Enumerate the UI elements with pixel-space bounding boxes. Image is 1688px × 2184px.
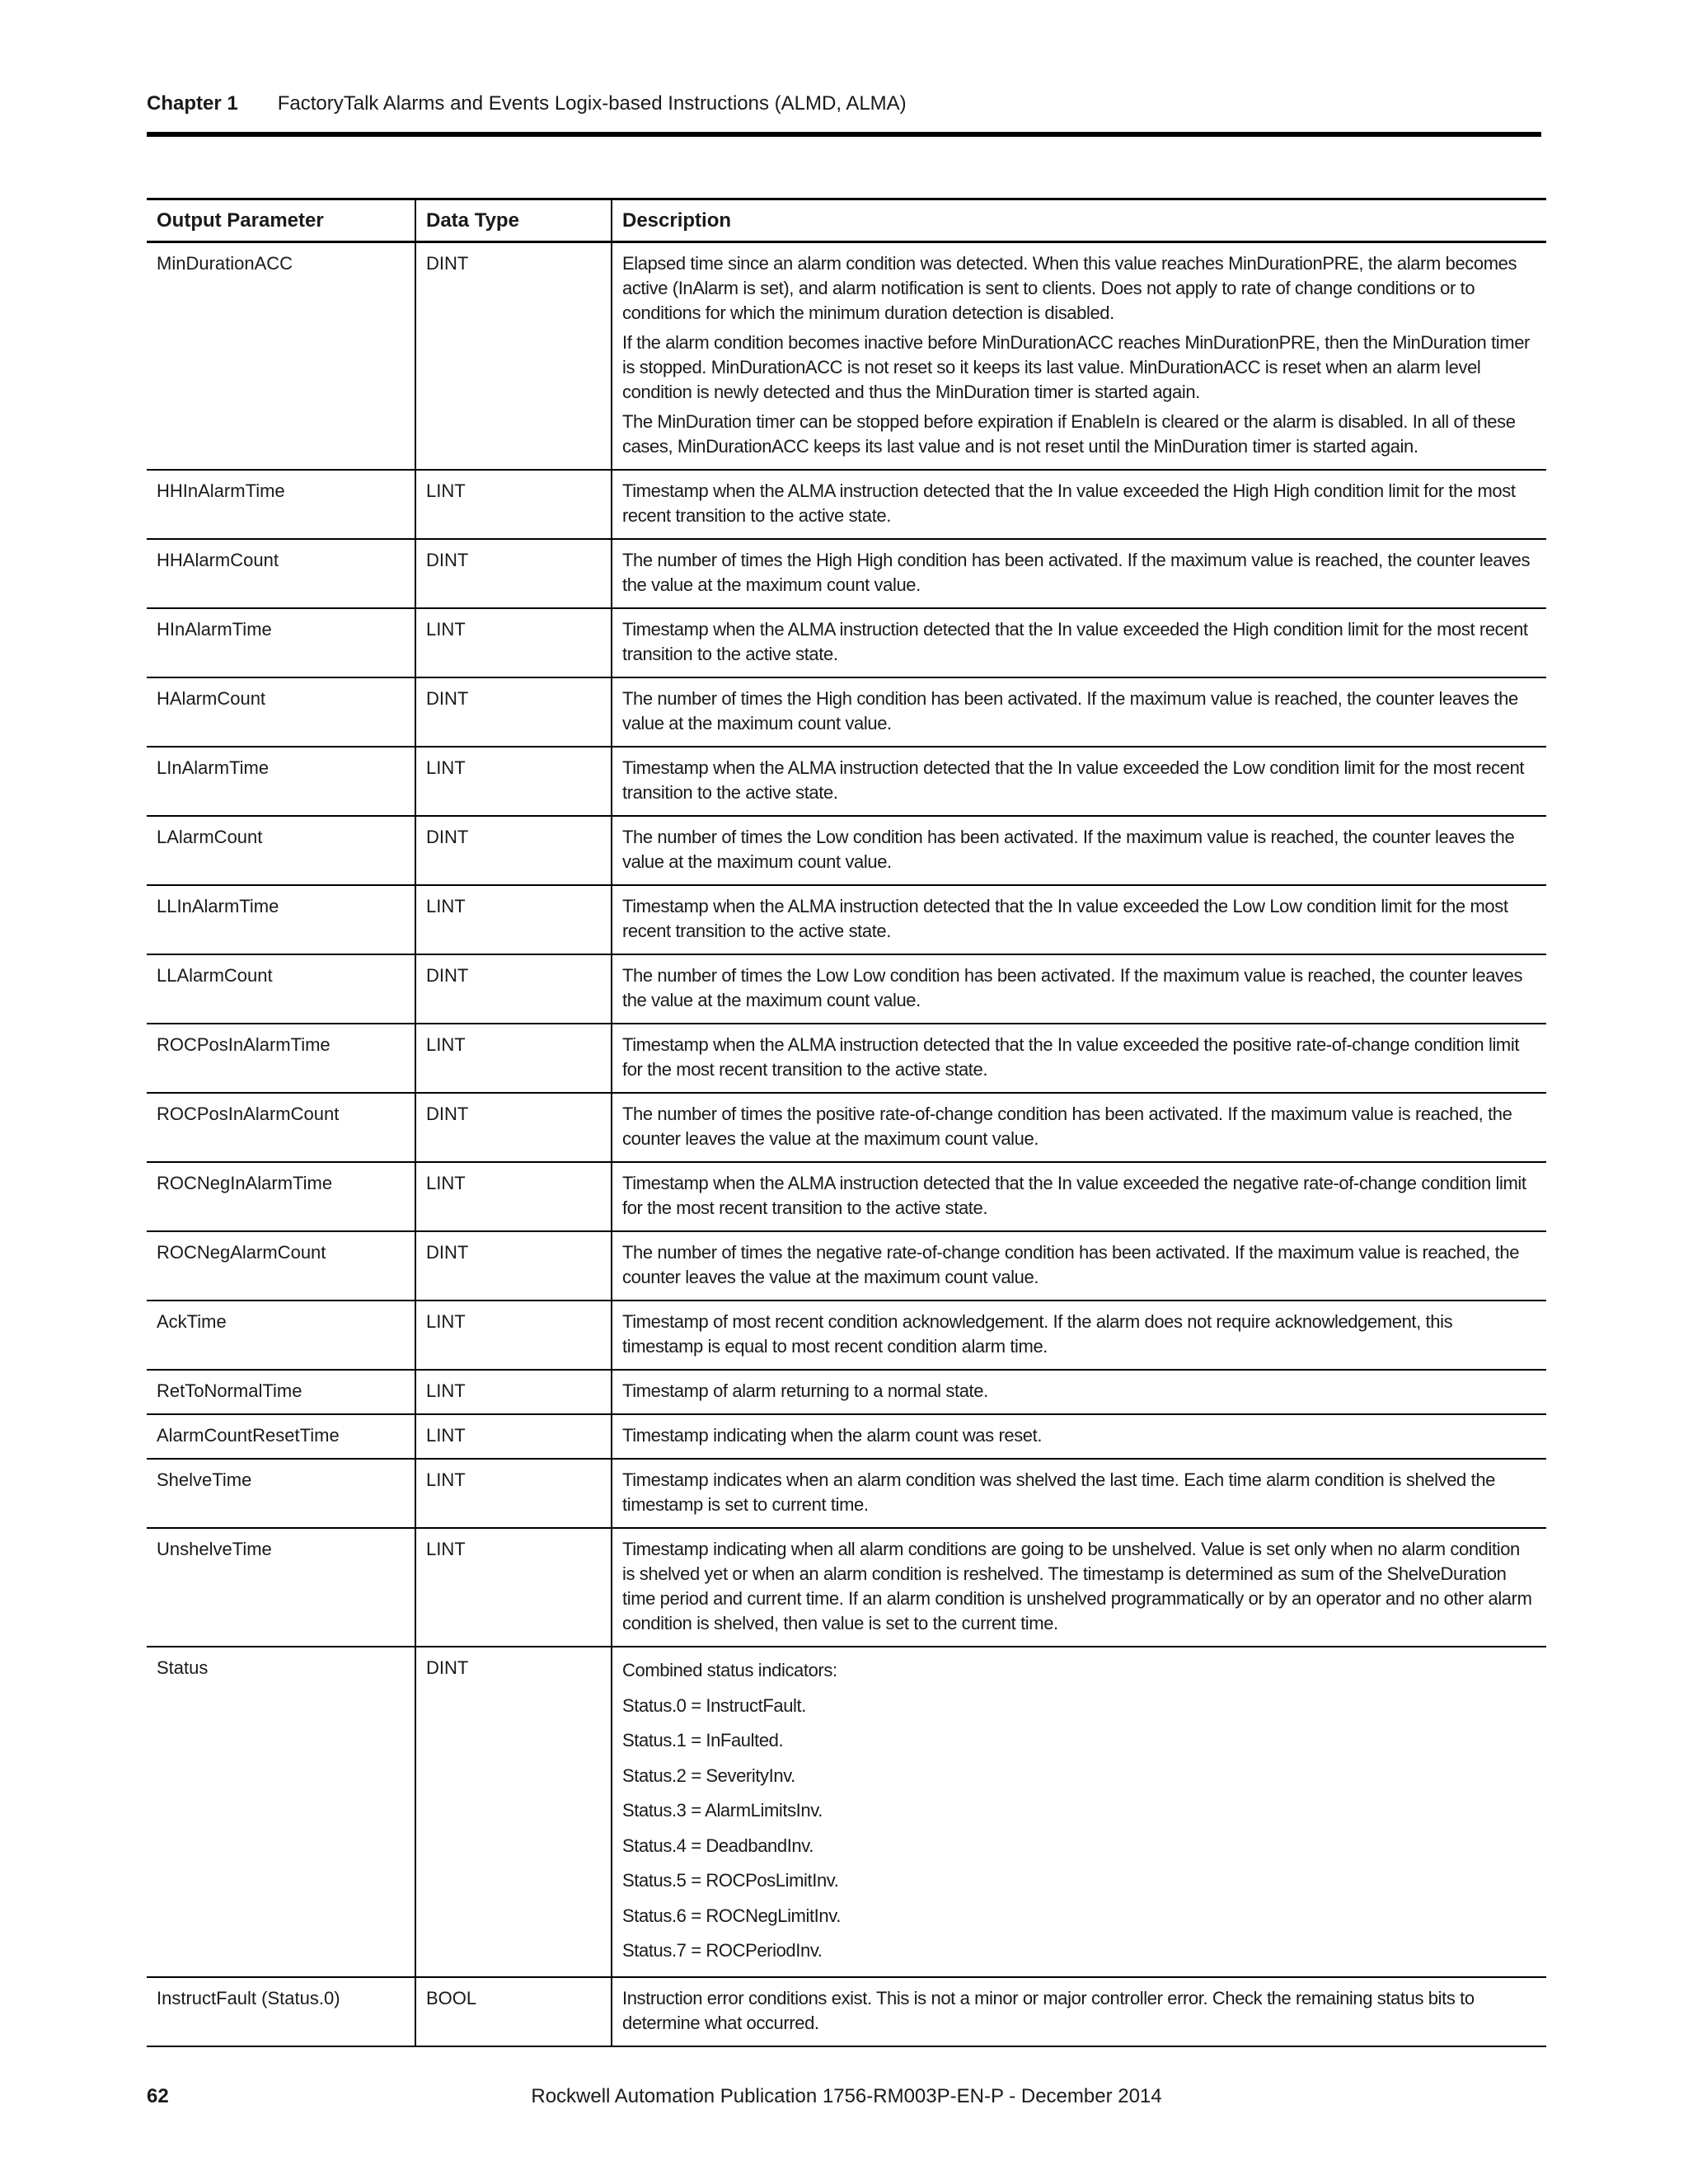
description [612, 1162, 1546, 1231]
data-type: LINT [415, 608, 612, 677]
header-rule [147, 132, 1541, 137]
description-paragraph: Timestamp indicates when an alarm condition was shelved the last time. Each time alarm condition is shelved the timestamp is set to current time. [622, 1469, 1495, 1515]
data-type: LINT [415, 470, 612, 539]
data-type: DINT [415, 816, 612, 885]
data-type: DINT [415, 539, 612, 608]
status-line: Status.1 = InFaulted. [622, 1730, 784, 1750]
column-header-data-type: Data Type [415, 199, 612, 242]
parameter-name: ROCNegInAlarmTime [157, 1173, 333, 1193]
description-paragraph: Instruction error conditions exist. This is not a minor or major controller error. Check the remaining status bits to determine what occurred. [622, 1987, 1475, 2033]
parameter-name: UnshelveTime [157, 1539, 272, 1559]
description [612, 608, 1546, 677]
table-row [147, 1301, 1546, 1370]
table-row [147, 1977, 1546, 2046]
status-line: Status.0 = InstructFault. [622, 1694, 806, 1716]
parameter-name: MinDurationACC [157, 253, 293, 274]
table-body [147, 242, 1546, 2046]
table-row [147, 1647, 1546, 1977]
description [612, 747, 1546, 816]
status-line: Status.5 = ROCPosLimitInv. [622, 1870, 839, 1891]
output-parameter-table [147, 198, 1546, 2047]
description [612, 1528, 1546, 1647]
table-row [147, 242, 1546, 471]
table-row [147, 608, 1546, 677]
description [612, 954, 1546, 1024]
table-row [147, 954, 1546, 1024]
description [612, 1370, 1546, 1414]
description [612, 539, 1546, 608]
description-paragraph: Timestamp when the ALMA instruction detected that the In value exceeded the Low condition limit for the most recent transition to the active state. [622, 757, 1525, 803]
data-type: DINT [415, 1231, 612, 1301]
parameter-name: ROCPosInAlarmCount [157, 1104, 340, 1124]
data-type: LINT [415, 1162, 612, 1231]
table-row [147, 1093, 1546, 1162]
data-type: LINT [415, 1414, 612, 1459]
page-header [147, 92, 1541, 115]
publication-info: Rockwell Automation Publication 1756-RM003P-EN-P - December 2014 [531, 2085, 1162, 2107]
description-paragraph: Timestamp indicating when the alarm count was reset. [622, 1425, 1043, 1446]
parameter-name: HAlarmCount [157, 688, 266, 709]
description-paragraph: The number of times the High condition has been activated. If the maximum value is reached, the counter leaves the value at the maximum count value. [622, 688, 1518, 733]
table-row [147, 747, 1546, 816]
description [612, 242, 1546, 471]
table-row [147, 1459, 1546, 1528]
parameter-name: ShelveTime [157, 1469, 252, 1490]
description-paragraph: Timestamp of most recent condition acknowledgement. If the alarm does not require acknowledgement, this timestamp is equal to most recent condition alarm time. [622, 1311, 1453, 1357]
status-line: Combined status indicators: [622, 1660, 837, 1680]
status-line: Status.4 = DeadbandInv. [622, 1835, 814, 1856]
data-type: DINT [415, 1093, 612, 1162]
description-paragraph: The number of times the High High condition has been activated. If the maximum value is reached, the counter leaves the value at the maximum count value. [622, 550, 1531, 595]
parameter-name: InstructFault (Status.0) [157, 1987, 340, 2008]
table-row [147, 470, 1546, 539]
description-paragraph: Timestamp when the ALMA instruction detected that the In value exceeded the Low Low condition limit for the most recent transition to the active state. [622, 896, 1508, 941]
table-row [147, 1024, 1546, 1093]
data-type: DINT [415, 242, 612, 471]
status-line: Status.7 = ROCPeriodInv. [622, 1940, 823, 1961]
description-paragraph: Timestamp when the ALMA instruction detected that the In value exceeded the High High condition limit for the most recent transition to the active state. [622, 480, 1516, 526]
description [612, 1231, 1546, 1301]
data-type: DINT [415, 954, 612, 1024]
description [612, 885, 1546, 954]
chapter-label: Chapter 1 [147, 92, 238, 115]
parameter-name: AckTime [157, 1311, 227, 1332]
description [612, 1414, 1546, 1459]
status-line: Status.2 = SeverityInv. [622, 1765, 795, 1786]
parameter-name: LLInAlarmTime [157, 896, 279, 916]
data-type: LINT [415, 885, 612, 954]
table-row [147, 1528, 1546, 1647]
table-row [147, 539, 1546, 608]
description-paragraph: The number of times the negative rate-of-change condition has been activated. If the maximum value is reached, the counter leaves the value at the maximum count value. [622, 1242, 1520, 1287]
parameter-name: ROCPosInAlarmTime [157, 1034, 331, 1055]
column-header-output-parameter: Output Parameter [157, 209, 324, 232]
status-line: Status.3 = AlarmLimitsInv. [622, 1800, 823, 1821]
description-paragraph: Timestamp of alarm returning to a normal state. [622, 1380, 988, 1401]
data-type: LINT [415, 1528, 612, 1647]
table-row [147, 816, 1546, 885]
table-row [147, 1414, 1546, 1459]
description-paragraph: The number of times the Low condition has been activated. If the maximum value is reached, the counter leaves the value at the maximum count value. [622, 827, 1515, 872]
parameter-name: LInAlarmTime [157, 757, 270, 778]
description [612, 816, 1546, 885]
data-type: LINT [415, 1301, 612, 1370]
description-paragraph: Timestamp when the ALMA instruction detected that the In value exceeded the High condition limit for the most recent transition to the active state. [622, 619, 1528, 664]
parameter-name: HHInAlarmTime [157, 480, 285, 501]
table-row [147, 1162, 1546, 1231]
description [612, 1647, 1546, 1977]
data-type: DINT [415, 1647, 612, 1977]
table-header-row [147, 199, 1546, 242]
description-paragraph: Elapsed time since an alarm condition was detected. When this value reaches MinDurationPRE, the alarm becomes active (InAlarm is set), and alarm notification is sent to clients. Does not apply to rate of change conditions or to conditions for which the minimum duration detection is disabled. [622, 253, 1517, 323]
table-row [147, 677, 1546, 747]
description-paragraph: The MinDuration timer can be stopped before expiration if EnableIn is cleared or the alarm is disabled. In all of these cases, MinDurationACC keeps its last value and is not reset until the MinDuration timer is started again. [622, 411, 1516, 457]
description [612, 1977, 1546, 2046]
description [612, 1093, 1546, 1162]
page-number: 62 [147, 2085, 169, 2107]
description-paragraph: The number of times the Low Low condition has been activated. If the maximum value is reached, the counter leaves the value at the maximum count value. [622, 965, 1523, 1010]
chapter-title: FactoryTalk Alarms and Events Logix-based Instructions (ALMD, ALMA) [277, 92, 907, 115]
status-line: Status.6 = ROCNegLimitInv. [622, 1905, 841, 1926]
table-row [147, 1231, 1546, 1301]
description [612, 1024, 1546, 1093]
description-paragraph: If the alarm condition becomes inactive before MinDurationACC reaches MinDurationPRE, then the MinDuration timer is stopped. MinDurationACC is not reset so it keeps its last value. MinDurationACC is reset when an alarm level condition is newly detected and thus the MinDuration timer is started again. [622, 332, 1530, 402]
data-type: DINT [415, 677, 612, 747]
description [612, 1301, 1546, 1370]
parameter-name: LLAlarmCount [157, 965, 273, 986]
parameter-name: AlarmCountResetTime [157, 1425, 340, 1446]
data-type: LINT [415, 1459, 612, 1528]
data-type: LINT [415, 1370, 612, 1414]
data-type: LINT [415, 747, 612, 816]
description [612, 677, 1546, 747]
description-paragraph: The number of times the positive rate-of-change condition has been activated. If the maximum value is reached, the counter leaves the value at the maximum count value. [622, 1104, 1512, 1149]
description-paragraph: Timestamp when the ALMA instruction detected that the In value exceeded the positive rate-of-change condition limit for the most recent transition to the active state. [622, 1034, 1520, 1080]
table-row [147, 885, 1546, 954]
description [612, 1459, 1546, 1528]
description-paragraph: Timestamp when the ALMA instruction detected that the In value exceeded the negative rate-of-change condition limit for the most recent transition to the active state. [622, 1173, 1526, 1218]
table-row [147, 1370, 1546, 1414]
data-type: BOOL [415, 1977, 612, 2046]
parameter-name: Status [157, 1657, 209, 1678]
data-type: LINT [415, 1024, 612, 1093]
parameter-name: ROCNegAlarmCount [157, 1242, 326, 1263]
description [612, 470, 1546, 539]
parameter-name: RetToNormalTime [157, 1380, 302, 1401]
parameter-name: HInAlarmTime [157, 619, 272, 640]
column-header-description: Description [612, 199, 1546, 242]
description-paragraph: Timestamp indicating when all alarm conditions are going to be unshelved. Value is set only when no alarm condition is shelved yet or when an alarm condition is reshelved. The timestamp is determined as sum of the ShelveDuration time period and current time. If an alarm condition is unshelved programmatically or by an operator and no other alarm condition is shelved, then value is set to the current time. [622, 1539, 1532, 1633]
parameter-name: LAlarmCount [157, 827, 263, 847]
parameter-name: HHAlarmCount [157, 550, 279, 570]
